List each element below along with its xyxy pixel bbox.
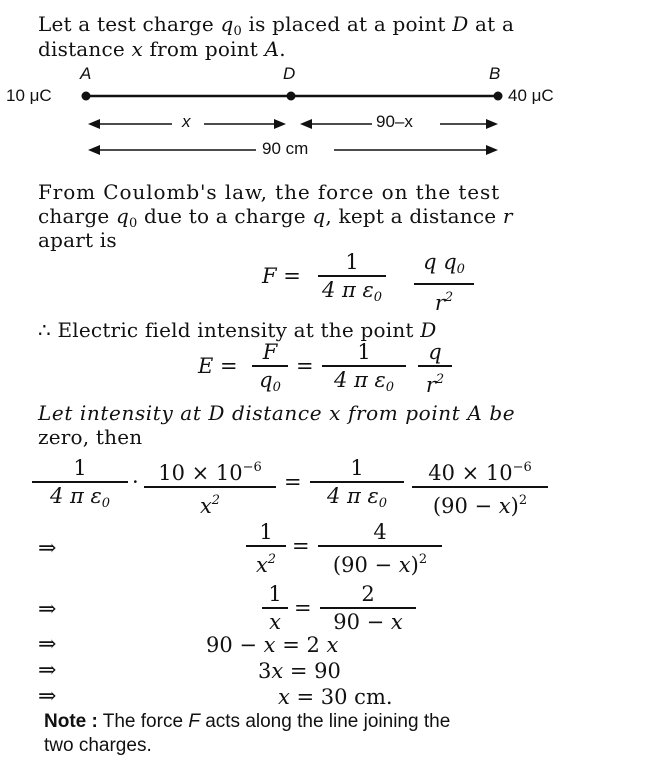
- coulomb-line-1: From Coulomb's law, the force on the test: [38, 180, 501, 204]
- field-den-1: $q_0$: [259, 368, 281, 395]
- step1-den-right: $(90 - x)^2$: [332, 552, 428, 577]
- dim-total: 90 cm: [262, 139, 309, 158]
- step1-den-left: $x^2$: [255, 552, 277, 577]
- dim-x: x: [182, 112, 191, 131]
- step2-den-right: 90 − x: [333, 610, 403, 634]
- zero-num-a: 1: [73, 456, 87, 480]
- force-den-1: 4 π $\varepsilon_0$: [321, 278, 383, 305]
- step1-eq: =: [292, 534, 310, 558]
- force-fraction-2: [414, 250, 474, 315]
- charge-left: 10 μC: [6, 86, 52, 105]
- zero-den-d: $(90 - x)^2$: [432, 493, 528, 518]
- field-num-3: q: [428, 340, 442, 364]
- field-num-1: F: [262, 340, 278, 364]
- label-a: A: [80, 64, 92, 83]
- point-b-dot: [494, 92, 503, 101]
- step4-equation: 3x = 90: [258, 659, 341, 683]
- dim-90-minus-x: 90–x: [376, 112, 413, 131]
- step2-eq: =: [294, 596, 312, 620]
- zero-fraction-b: [144, 456, 276, 518]
- coulomb-line-3: apart is: [38, 228, 117, 252]
- zero-den-b: $x^2$: [199, 493, 221, 518]
- field-lhs: E =: [198, 354, 238, 378]
- force-den-2: $r^2$: [434, 290, 454, 315]
- intro-line-2: distance x from point A.: [38, 37, 286, 61]
- coulomb-line-2: charge $q_0$ due to a charge q, kept a distance r: [38, 204, 513, 231]
- field-num-2: 1: [357, 340, 371, 364]
- note-line-1: Note : The force F acts along the line joining the: [44, 711, 451, 732]
- implies-arrow-4: ⇒: [38, 658, 57, 683]
- point-d-dot: [287, 92, 296, 101]
- step2-fraction-right: [320, 582, 416, 634]
- zero-line-2: zero, then: [38, 425, 143, 449]
- step2-num-left: 1: [268, 582, 282, 606]
- implies-arrow-2: ⇒: [38, 597, 57, 622]
- zero-num-d: $40 \times 10^{-6}$: [428, 460, 532, 485]
- field-fraction-1: [252, 340, 288, 400]
- zero-dot: ·: [132, 470, 139, 494]
- field-fraction-2: [322, 340, 406, 400]
- step1-num-right: 4: [373, 520, 387, 544]
- charge-diagram: [0, 62, 663, 162]
- intro-line-1: Let a test charge $q_0$ is placed at a point D at a: [38, 12, 515, 39]
- note-label: Note :: [44, 711, 98, 732]
- step1-fraction-left: [246, 520, 286, 577]
- step5-equation: x = 30 cm.: [278, 685, 393, 709]
- label-b: B: [489, 64, 501, 83]
- note-line-2: two charges.: [44, 735, 152, 756]
- field-eq: =: [296, 354, 314, 378]
- step1-num-left: 1: [259, 520, 273, 544]
- field-text: ∴ Electric field intensity at the point D: [38, 318, 437, 342]
- field-den-3: $r^2$: [425, 372, 445, 397]
- step2-num-right: 2: [361, 582, 375, 606]
- implies-arrow-1: ⇒: [38, 536, 57, 561]
- force-num-1: 1: [345, 250, 359, 274]
- step1-fraction-right: [318, 520, 442, 577]
- charge-right: 40 μC: [508, 86, 554, 105]
- implies-arrow-5: ⇒: [38, 684, 57, 709]
- step2-den-left: x: [269, 610, 281, 634]
- force-num-2: q $q_0$: [423, 250, 465, 277]
- zero-eq: =: [284, 470, 302, 494]
- zero-den-a: 4 π $\varepsilon_0$: [49, 484, 111, 511]
- point-a-dot: [82, 92, 91, 101]
- force-fraction-1: [318, 250, 386, 310]
- field-fraction-3: [418, 340, 452, 397]
- zero-line-1: Let intensity at D distance x from point A be: [38, 401, 516, 425]
- zero-num-c: 1: [350, 456, 364, 480]
- zero-fraction-c: [310, 456, 404, 516]
- step3-equation: 90 − x = 2 x: [206, 633, 339, 657]
- field-den-2: 4 π $\varepsilon_0$: [333, 368, 395, 395]
- step2-fraction-left: [262, 582, 288, 634]
- label-d: D: [283, 64, 296, 83]
- zero-den-c: 4 π $\varepsilon_0$: [326, 484, 388, 511]
- implies-arrow-3: ⇒: [38, 632, 57, 657]
- zero-num-b: $10 \times 10^{-6}$: [158, 460, 262, 485]
- force-lhs: F =: [262, 264, 301, 288]
- zero-fraction-a: [32, 456, 128, 516]
- zero-fraction-d: [412, 456, 548, 518]
